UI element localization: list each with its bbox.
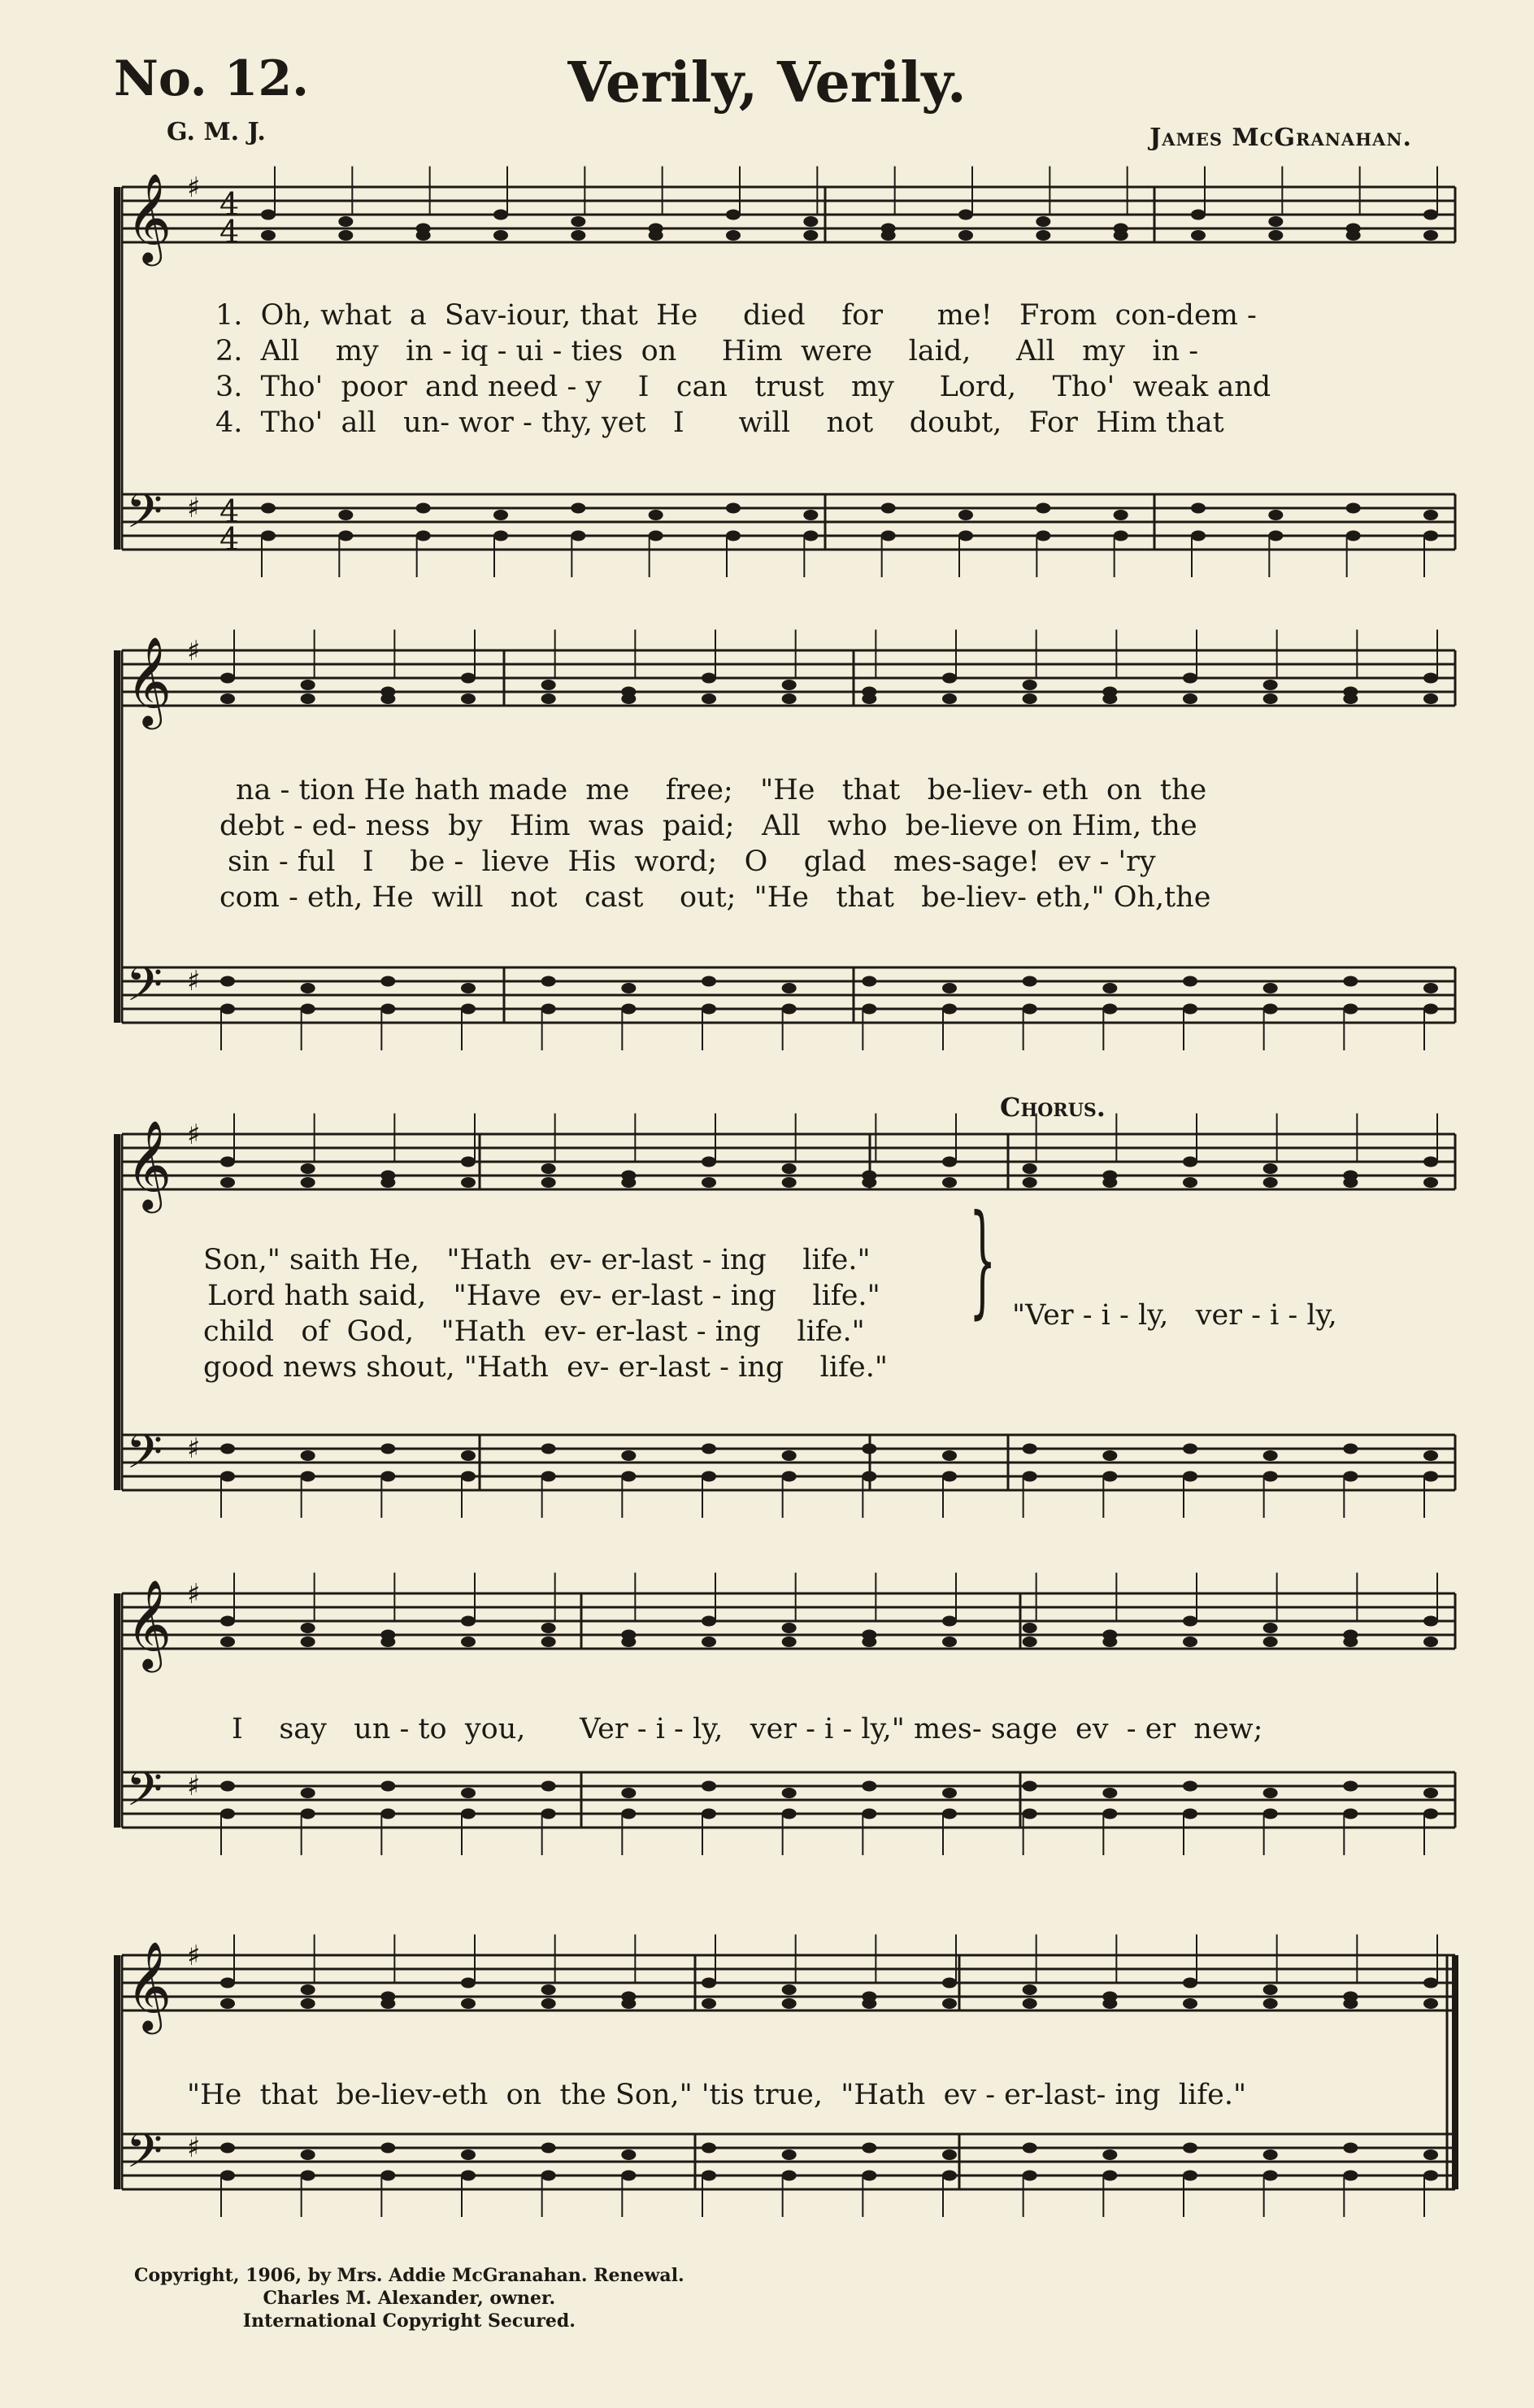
verse-line-3: child of God, "Hath ev- er-last - ing life." [203,1315,865,1348]
verse-brace: } [969,1189,997,1331]
svg-text:♯: ♯ [187,2132,201,2164]
svg-text:4: 4 [219,186,240,222]
svg-text:4: 4 [219,493,240,529]
chorus-line-1: I say un - to you, Ver - i - ly, ver - i - ly," mes- sage ev - er new; [232,1713,1263,1745]
svg-text:𝄞: 𝄞 [126,1941,172,2031]
copyright-notice [134,2264,684,2332]
svg-text:♯: ♯ [187,965,201,998]
svg-text:4: 4 [219,214,240,250]
svg-text:𝄞: 𝄞 [126,637,172,726]
verse-line-2: 2. All my in - iq - ui - ties on Him were laid, All my in - [215,335,1199,367]
verse-line-2: debt - ed- ness by Him was paid; All who be-lieve on Him, the [219,810,1197,842]
verse-line-4: good news shout, "Hath ev- er-last - ing life." [203,1351,888,1384]
svg-text:𝄞: 𝄞 [126,1580,172,1669]
svg-text:♯: ♯ [187,1432,201,1465]
copyright-line: Charles M. Alexander, owner. [263,2288,556,2309]
composer-name: James McGranahan. [1149,124,1412,152]
chorus-label: Chorus. [1000,1092,1106,1123]
verse-line-4: com - eth, He will not cast out; "He that be-liev- eth," Oh,the [219,881,1211,914]
svg-text:𝄢: 𝄢 [126,2123,163,2190]
svg-text:𝄢: 𝄢 [126,1762,163,1828]
svg-text:♯: ♯ [187,635,201,667]
verse-line-1: 1. Oh, what a Sav-iour, that He died for me! From con-dem - [215,299,1257,332]
svg-text:𝄞: 𝄞 [126,173,172,263]
hymn-number: No. 12. [114,50,309,107]
svg-text:4: 4 [219,521,240,557]
verse-line-4: 4. Tho' all un- wor - thy, yet I will not doubt, For Him that [215,406,1224,439]
chorus-line-2: "He that be-liev-eth on the Son," 'tis true, "Hath ev - er-last- ing life." [187,2079,1247,2111]
chorus-opening: "Ver - i - ly, ver - i - ly, [1012,1299,1337,1332]
verse-line-2: Lord hath said, "Have ev- er-last - ing life." [207,1280,880,1312]
svg-text:𝄢: 𝄢 [126,484,163,550]
verse-line-3: sin - ful I be - lieve His word; O glad mes-sage! ev - 'ry [228,845,1156,878]
copyright-line: Copyright, 1906, by Mrs. Addie McGranahan. Renewal. [134,2265,684,2286]
svg-text:𝄞: 𝄞 [126,1120,172,1210]
svg-text:♯: ♯ [187,172,201,204]
svg-text:♯: ♯ [187,492,201,524]
lyricist-initials: G. M. J. [167,118,266,146]
verse-line-1: na - tion He hath made me free; "He that be-liev- eth on the [236,774,1207,806]
svg-text:♯: ♯ [187,1578,201,1610]
svg-text:𝄢: 𝄢 [126,957,163,1024]
svg-text:𝄢: 𝄢 [126,1424,163,1491]
svg-text:♯: ♯ [187,1940,201,1972]
svg-text:♯: ♯ [187,1119,201,1151]
svg-text:♯: ♯ [187,1770,201,1802]
hymn-title: Verily, Verily. [567,50,967,115]
verse-line-3: 3. Tho' poor and need - y I can trust my Lord, Tho' weak and [215,371,1271,403]
verse-line-1: Son," saith He, "Hath ev- er-last - ing life." [203,1244,871,1276]
copyright-line: International Copyright Secured. [242,2310,576,2332]
